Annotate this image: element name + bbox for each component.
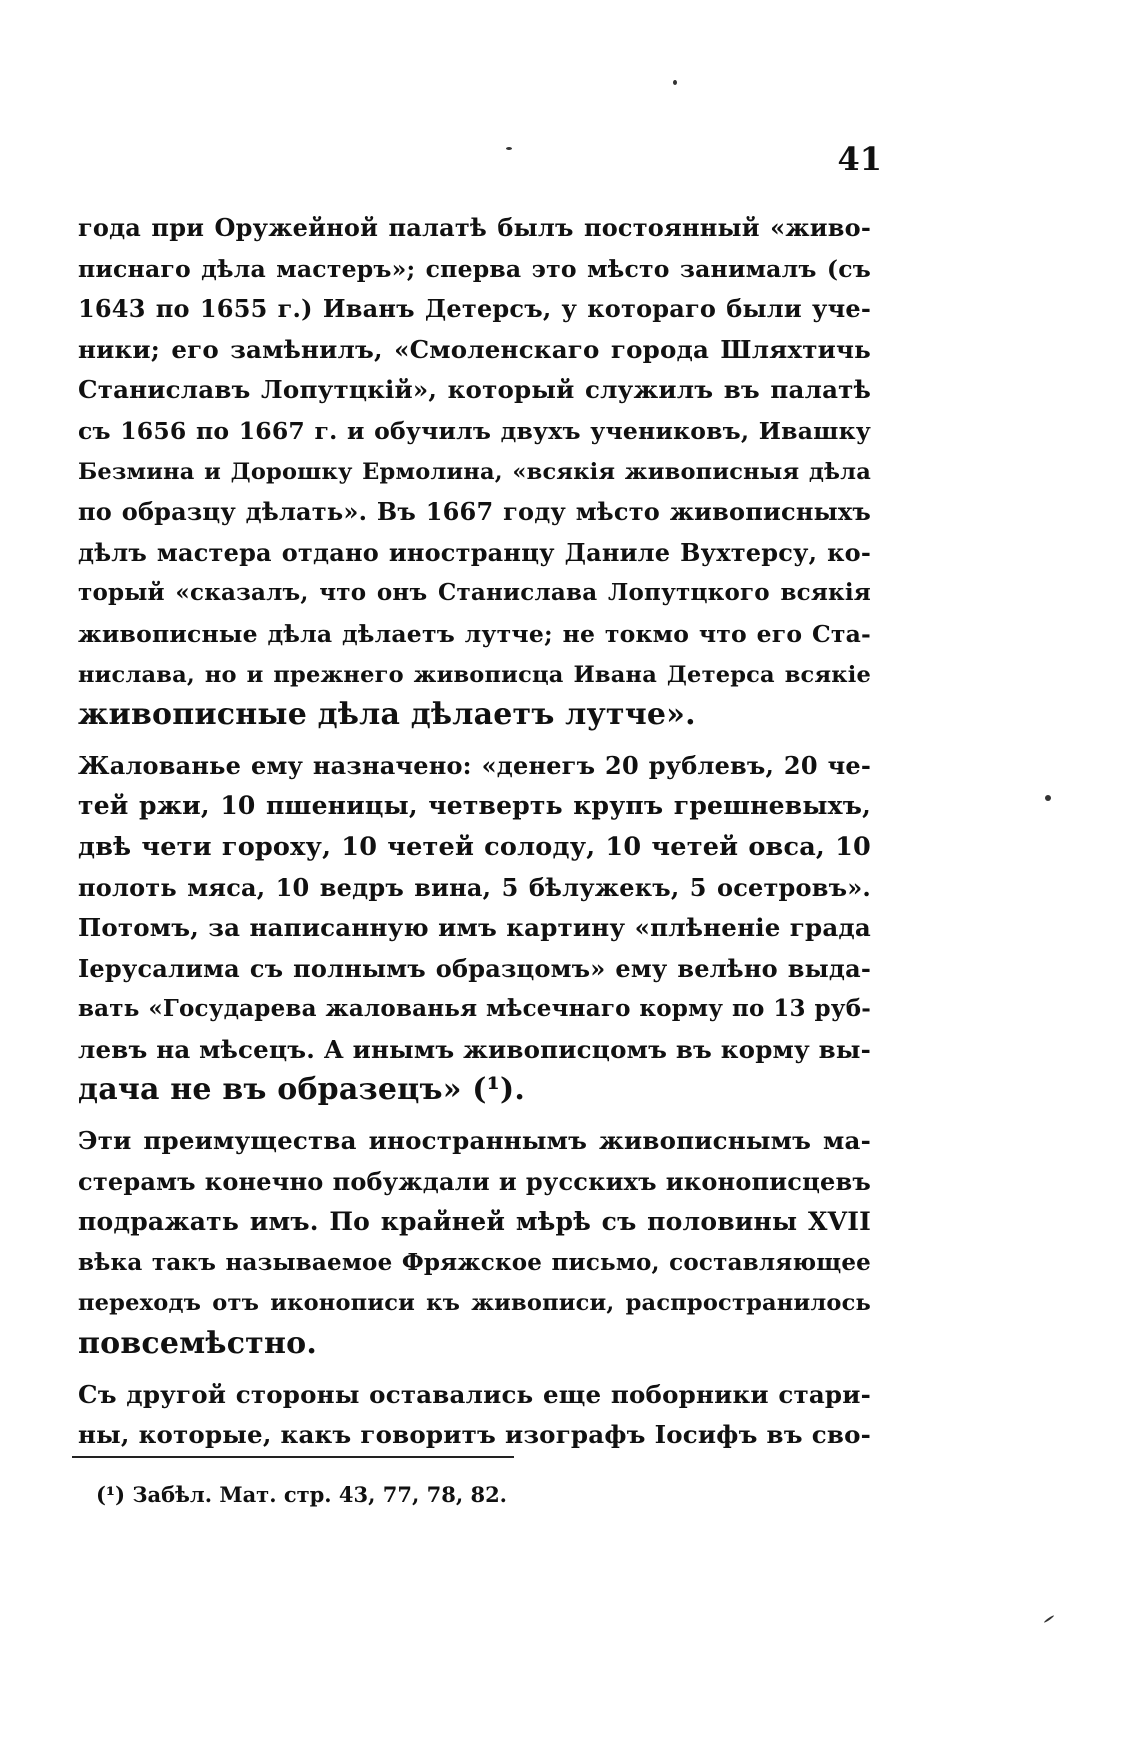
text-line: ны, которые, какъ говоритъ изографъ Іосифъ въ сво- bbox=[78, 1420, 871, 1450]
footnote: (¹) Забѣл. Мат. стр. 43, 77, 78, 82. bbox=[96, 1482, 507, 1507]
paragraph-3 bbox=[78, 1121, 871, 1365]
text-line: Жалованье ему назначено: «денегъ 20 рублевъ, 20 че- bbox=[78, 750, 871, 780]
text-line: подражать имъ. По крайней мѣрѣ съ половины XVII bbox=[78, 1207, 871, 1237]
text-line: 1643 по 1655 г.) Иванъ Детерсъ, у котораго были уче- bbox=[78, 294, 871, 324]
text-line: нислава, но и прежнего живописца Ивана Детерса всякіе bbox=[78, 661, 871, 688]
print-speck bbox=[673, 80, 677, 85]
text-line: повсемѣстно. bbox=[78, 1326, 317, 1362]
text-line: Съ другой стороны оставались еще поборники стари- bbox=[78, 1379, 871, 1409]
text-line: полоть мяса, 10 ведръ вина, 5 бѣлужекъ, 5 осетровъ». bbox=[78, 872, 871, 902]
text-line: Потомъ, за написанную имъ картину «плѣненіе града bbox=[78, 913, 871, 943]
text-line: двѣ чети гороху, 10 четей солоду, 10 четей овса, 10 bbox=[78, 831, 871, 862]
print-speck bbox=[1045, 795, 1051, 801]
body-text bbox=[78, 208, 871, 1456]
footnote-rule bbox=[72, 1456, 514, 1458]
text-line: дача не въ образецъ» (¹). bbox=[78, 1072, 526, 1108]
text-line: тей ржи, 10 пшеницы, четверть крупъ грешневыхъ, bbox=[78, 791, 871, 821]
text-line: Эти преимущества иностраннымъ живописнымъ ма- bbox=[78, 1126, 871, 1156]
paragraph-4 bbox=[78, 1375, 871, 1456]
text-line: Іерусалима съ полнымъ образцомъ» ему велѣно выда- bbox=[78, 953, 871, 983]
text-line: писнаго дѣла мастеръ»; сперва это мѣсто занималъ (съ bbox=[78, 254, 871, 283]
text-line: года при Оружейной палатѣ былъ постоянный «живо- bbox=[78, 213, 871, 242]
text-line: съ 1656 по 1667 г. и обучилъ двухъ учениковъ, Ивашку bbox=[78, 416, 871, 445]
text-line: Безмина и Дорошку Ермолина, «всякія живописныя дѣла bbox=[78, 458, 871, 485]
text-line: дѣлъ мастера отдано иностранцу Даниле Вухтерсу, ко- bbox=[78, 537, 871, 567]
text-line: торый «сказалъ, что онъ Станислава Лопутцкого всякія bbox=[78, 579, 871, 607]
text-line: по образцу дѣлать». Въ 1667 году мѣсто живописныхъ bbox=[78, 497, 871, 527]
text-line: живописные дѣла дѣлаетъ лутче». bbox=[78, 697, 696, 733]
text-line: левъ на мѣсецъ. А инымъ живописцомъ въ корму вы- bbox=[78, 1034, 871, 1064]
paragraph-2 bbox=[78, 746, 871, 1111]
text-line: переходъ отъ иконописи къ живописи, распространилось bbox=[78, 1290, 871, 1317]
text-line: Станиславъ Лопутцкій», который служилъ въ палатѣ bbox=[78, 375, 871, 405]
text-line: вать «Государева жалованья мѣсечнаго корму по 13 руб- bbox=[78, 995, 871, 1023]
text-line: вѣка такъ называемое Фряжское письмо, составляющее bbox=[78, 1248, 871, 1276]
print-speck bbox=[1044, 1615, 1055, 1624]
paragraph-1 bbox=[78, 208, 871, 736]
text-line: стерамъ конечно побуждали и русскихъ иконописцевъ bbox=[78, 1166, 871, 1196]
page-number: 41 bbox=[837, 140, 882, 178]
print-speck bbox=[506, 147, 512, 150]
text-line: ники; его замѣнилъ, «Смоленскаго города Шляхтичь bbox=[78, 334, 871, 364]
text-line: живописные дѣла дѣлаетъ лутче; не токмо что его Ста- bbox=[78, 619, 871, 648]
